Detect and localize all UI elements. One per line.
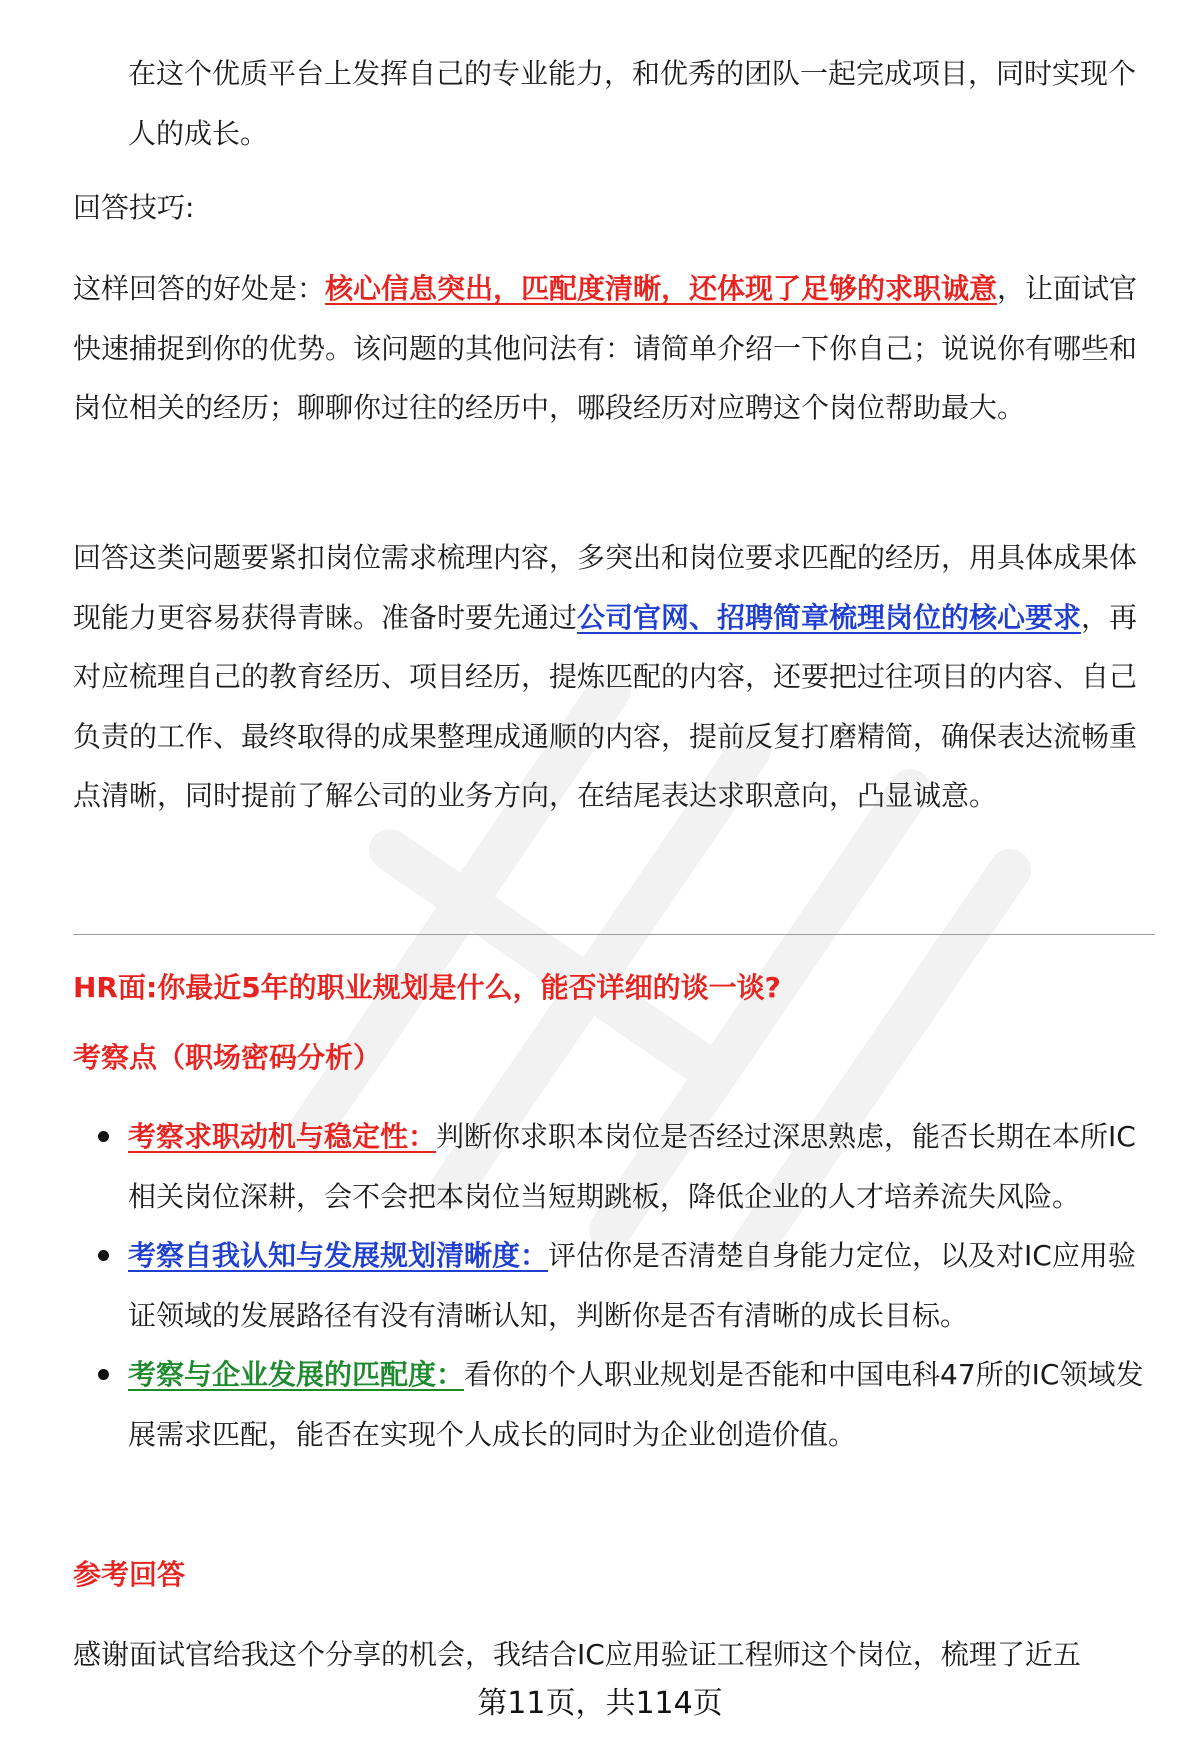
tips-paragraph-2 [73, 528, 1148, 826]
list-item [73, 1226, 1158, 1345]
question-title: HR面:你最近5年的职业规划是什么，能否详细的谈一谈? [73, 971, 781, 1004]
bullet-icon [98, 1250, 109, 1261]
bullet-text: 评估你是否清楚自身能力定位，以及对IC应用验证领域的发展路径有没有清晰认知，判断你是否有清晰的成长目标。 [128, 1239, 1136, 1332]
tips-p2-prefix: 回答这类问题要紧扣岗位需求梳理内容，多突出和岗位要求匹配的经历，用具体成果体现能力更容易获得青睐。准备时要先通过 [73, 541, 1138, 634]
bullet-text: 判断你求职本岗位是否经过深思熟虑，能否长期在本所IC相关岗位深耕，会不会把本岗位当短期跳板，降低企业的人才培养流失风险。 [128, 1120, 1136, 1213]
bullet-icon [98, 1131, 109, 1142]
bullet-icon [98, 1369, 109, 1380]
bullet-text: 看你的个人职业规划是否能和中国电科47所的IC领域发展需求匹配，能否在实现个人成长的同时为企业创造价值。 [128, 1358, 1144, 1451]
list-item [73, 1107, 1158, 1226]
bullet-label: 考察求职动机与稳定性： [128, 1120, 437, 1153]
assessment-list [73, 1107, 1158, 1464]
bullet-label: 考察自我认知与发展规划清晰度： [128, 1239, 549, 1272]
question-subtitle: 考察点（职场密码分析） [73, 1041, 382, 1074]
list-item [73, 1345, 1158, 1464]
page-number: 第11页，共114页 [477, 1686, 723, 1721]
bullet-label: 考察与企业发展的匹配度： [128, 1358, 465, 1391]
tips-p1-prefix: 这样回答的好处是： [73, 272, 326, 305]
reference-title: 参考回答 [73, 1558, 186, 1591]
section-divider [73, 934, 1155, 935]
tips-p2-highlight: 公司官网、招聘简章梳理岗位的核心要求 [577, 600, 1082, 634]
reference-text: 感谢面试官给我这个分享的机会，我结合IC应用验证工程师这个岗位，梳理了近五 [73, 1638, 1081, 1671]
tips-p1-suffix: ，让面试官快速捕捉到你的优势。该问题的其他问法有：请简单介绍一下你自己；说说你有哪些和岗位相关的经历；聊聊你过往的经历中，哪段经历对应聘这个岗位帮助最大。 [73, 272, 1138, 424]
tips-p1-highlight: 核心信息突出，匹配度清晰，还体现了足够的求职诚意 [325, 272, 998, 305]
intro-paragraph: 在这个优质平台上发挥自己的专业能力，和优秀的团队一起完成项目，同时实现个人的成长。 [128, 57, 1137, 150]
tips-p2-suffix: ，再对应梳理自己的教育经历、项目经历，提炼匹配的内容，还要把过往项目的内容、自己负责的工作、最终取得的成果整理成通顺的内容，提前反复打磨精简，确保表达流畅重点清晰，同时提前了解公司的业务方向，在结尾表达求职意向，凸显诚意。 [73, 600, 1138, 812]
tips-paragraph-1 [73, 259, 1148, 438]
tips-title: 回答技巧: [73, 191, 195, 224]
